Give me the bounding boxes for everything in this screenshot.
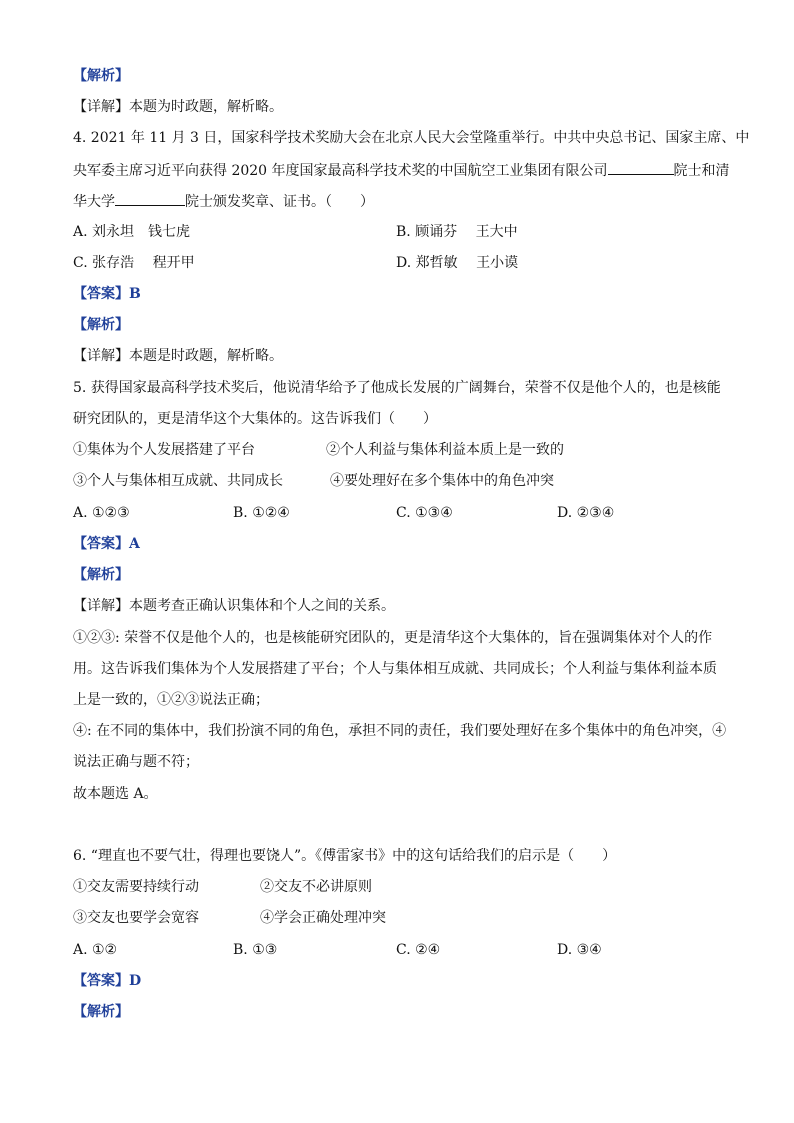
q4-stem-line-2: [73, 160, 730, 181]
q5-option-b: B. ①②④: [233, 505, 290, 521]
q4-option-a: A. 刘永坦 钱七虎: [73, 224, 191, 240]
q4-detail: 【详解】本题是时政题，解析略。: [73, 348, 283, 364]
q5-explanation-4: ④: 在不同的集体中，我们扮演不同的角色，承担不同的责任，我们要处理好在多个集体中的角色冲突，④: [73, 723, 727, 739]
q4-blank-1: [608, 160, 674, 175]
q5-explanation-2: 用。这告诉我们集体为个人发展搭建了平台；个人与集体相互成就、共同成长；个人利益与集体利益本质: [73, 661, 717, 677]
q5-explanation-3: 上是一致的，①②③说法正确；: [73, 692, 269, 708]
q4-stem-2a: 央军委主席习近平向获得 2020 年度国家最高科学技术奖的中国航空工业集团有限公司: [73, 163, 608, 179]
q5-statement-4: ④要处理好在多个集体中的角色冲突: [330, 473, 554, 489]
q4-stem-line-1: 4. 2021 年 11 月 3 日，国家科学技术奖励大会在北京人民大会堂隆重举行。中共中央总书记、国家主席、中: [73, 130, 750, 146]
q6-option-a: A. ①②: [73, 942, 118, 958]
q4-answer-text: 【答案】B: [73, 286, 141, 302]
q5-conclusion: 故本题选 A。: [73, 786, 158, 802]
q6-answer: [73, 971, 141, 991]
analysis-heading: 【解析】: [73, 68, 129, 84]
q4-option-d: D. 郑哲敏 王小谟: [396, 255, 519, 271]
q5-option-c: C. ①③④: [396, 505, 453, 521]
q4-blank-2: [115, 191, 185, 206]
q4-analysis-heading: 【解析】: [73, 317, 129, 333]
q5-detail: 【详解】本题考查正确认识集体和个人之间的关系。: [73, 598, 395, 614]
q6-option-c: C. ②④: [396, 942, 441, 958]
q5-analysis-heading: 【解析】: [73, 567, 129, 583]
detail-text: 【详解】本题为时政题，解析略。: [73, 99, 283, 115]
q5-option-a: A. ①②③: [73, 505, 130, 521]
q6-analysis-heading: 【解析】: [73, 1004, 129, 1020]
q5-statement-2: ②个人利益与集体利益本质上是一致的: [326, 442, 564, 458]
q4-stem-2b: 院士和清: [673, 163, 730, 179]
q6-option-b: B. ①③: [233, 942, 278, 958]
q5-stem-line-1: 5. 获得国家最高科学技术奖后，他说清华给予了他成长发展的广阔舞台，荣誉不仅是他个人的，也是核能: [73, 380, 721, 396]
q4-stem-3a: 华大学: [73, 194, 115, 210]
q5-statement-1: ①集体为个人发展搭建了平台: [73, 442, 255, 458]
q6-statement-1: ①交友需要持续行动: [73, 879, 199, 895]
q5-stem-line-2: 研究团队的，更是清华这个大集体的。这告诉我们（ ）: [73, 411, 437, 427]
q5-option-d: D. ②③④: [557, 505, 615, 521]
q6-answer-text: 【答案】D: [73, 973, 142, 989]
q6-statement-2: ②交友不必讲原则: [260, 879, 372, 895]
q5-answer: [73, 534, 140, 554]
q5-explanation-1: ①②③: 荣誉不仅是他个人的，也是核能研究团队的，更是清华这个大集体的，旨在强调集体对个人的作: [73, 630, 713, 646]
q4-answer: [73, 284, 141, 304]
q6-option-d: D. ③④: [557, 942, 602, 958]
q4-option-c: C. 张存浩 程开甲: [73, 255, 195, 271]
q5-explanation-5: 说法正确与题不符；: [73, 754, 199, 770]
q4-stem-3b: 院士颁发奖章、证书。（ ）: [185, 194, 374, 210]
q6-statement-3: ③交友也要学会宽容: [73, 910, 199, 926]
q4-option-b: B. 顾诵芬 王大中: [396, 224, 518, 240]
q6-stem: 6. “理直也不要气壮，得理也要饶人”。《傅雷家书》中的这句话给我们的启示是（ ）: [73, 848, 617, 864]
q6-statement-4: ④学会正确处理冲突: [260, 910, 386, 926]
q5-answer-text: 【答案】A: [73, 536, 140, 552]
q4-stem-line-3: [73, 191, 374, 212]
q5-statement-3: ③个人与集体相互成就、共同成长: [73, 473, 283, 489]
